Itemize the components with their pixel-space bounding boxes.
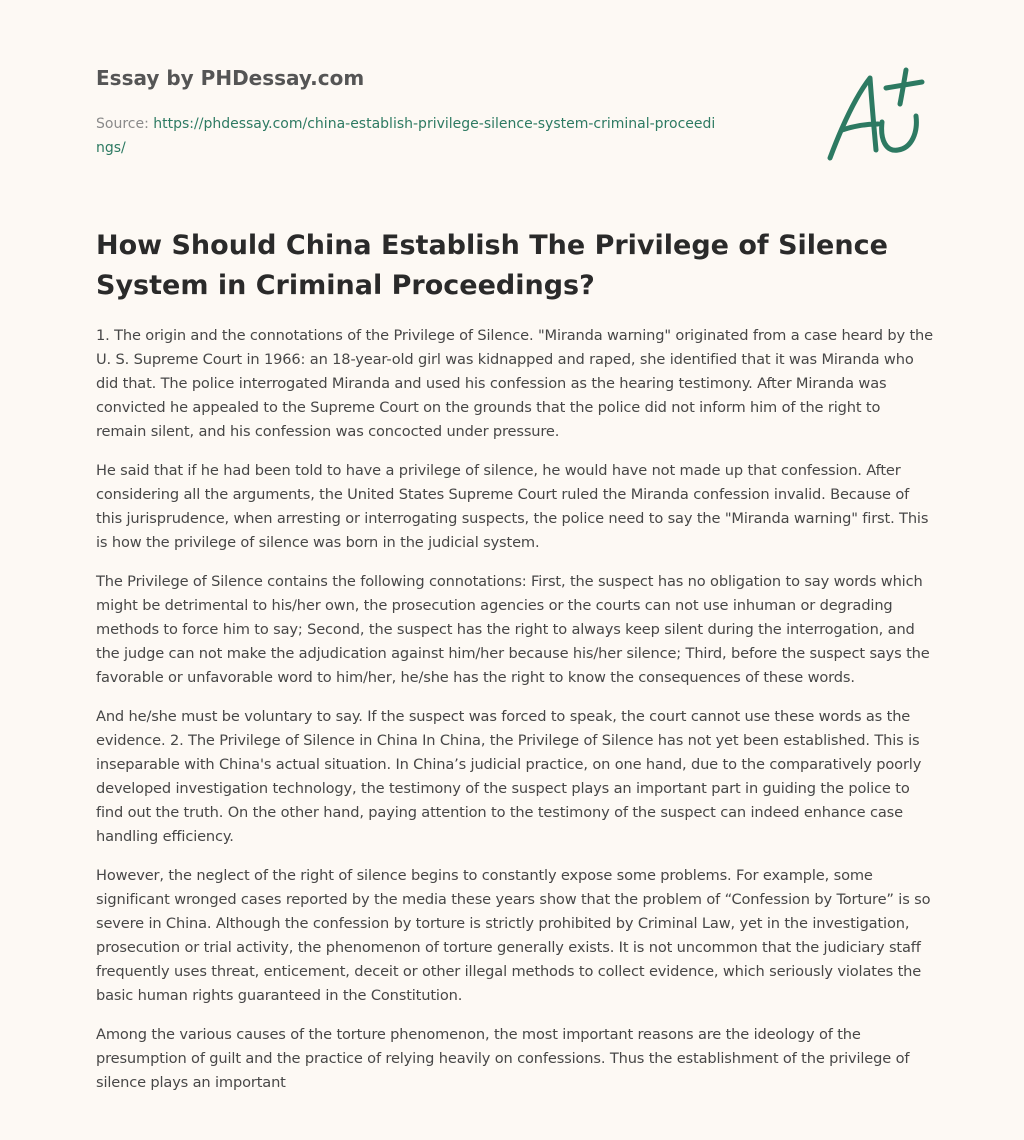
source-line bbox=[96, 112, 716, 160]
essay-paragraph: 1. The origin and the connotations of the Privilege of Silence. "Miranda warning" originated from a case heard by the U. S. Supreme Court in 1966: an 18-year-old girl was kidnapped and raped, she identified that it was Miranda who did that. The police interrogated Miranda and used his confession as the hearing testimony. After Miranda was convicted he appealed to the Supreme Court on the grounds that the police did not inform him of the right to remain silent, and his confession was concocted under pressure. bbox=[96, 327, 933, 440]
a-plus-logo-icon bbox=[820, 66, 930, 166]
essay-paragraph: However, the neglect of the right of silence begins to constantly expose some problems. For example, some significant wronged cases reported by the media these years show that the problem of “Confession by Torture” is so severe in China. Although the confession by torture is strictly prohibited by Criminal Law, yet in the investigation, prosecution or trial activity, the phenomenon of torture generally exists. It is not uncommon that the judiciary staff frequently uses threat, enticement, deceit or other illegal methods to collect evidence, which seriously violates the basic human rights guaranteed in the Constitution. bbox=[96, 867, 931, 1004]
essay-body bbox=[96, 324, 934, 1110]
site-title: Essay by PHDessay.com bbox=[96, 66, 365, 90]
essay-title: How Should China Establish The Privilege of Silence System in Criminal Proceedings? bbox=[96, 230, 888, 301]
source-label: Source: bbox=[96, 116, 154, 132]
essay-paragraph: Among the various causes of the torture phenomenon, the most important reasons are the ideology of the presumption of guilt and the practice of relying heavily on confessions. Thus the establishment of the privilege of silence plays an important bbox=[96, 1026, 910, 1091]
essay-paragraph: And he/she must be voluntary to say. If the suspect was forced to speak, the court cannot use these words as the evidence. 2. The Privilege of Silence in China In China, the Privilege of Silence has not yet been established. This is inseparable with China's actual situation. In China’s judicial practice, on one hand, due to the comparatively poorly developed investigation technology, the testimony of the suspect plays an important part in guiding the police to find out the truth. On the other hand, paying attention to the testimony of the suspect can indeed enhance case handling efficiency. bbox=[96, 708, 922, 845]
source-link[interactable]: https://phdessay.com/china-establish-privilege-silence-system-criminal-proceedings/ bbox=[96, 116, 716, 156]
essay-paragraph: He said that if he had been told to have a privilege of silence, he would have not made up that confession. After considering all the arguments, the United States Supreme Court ruled the Miranda confession invalid. Because of this jurisprudence, when arresting or interrogating suspects, the police need to say the "Miranda warning" first. This is how the privilege of silence was born in the judicial system. bbox=[96, 462, 929, 551]
essay-paragraph: The Privilege of Silence contains the following connotations: First, the suspect has no obligation to say words which might be detrimental to his/her own, the prosecution agencies or the courts can not use inhuman or degrading methods to force him to say; Second, the suspect has the right to always keep silent during the interrogation, and the judge can not make the adjudication against him/her because his/her silence; Third, before the suspect says the favorable or unfavorable word to him/her, he/she has the right to know the consequences of these words. bbox=[96, 573, 930, 686]
